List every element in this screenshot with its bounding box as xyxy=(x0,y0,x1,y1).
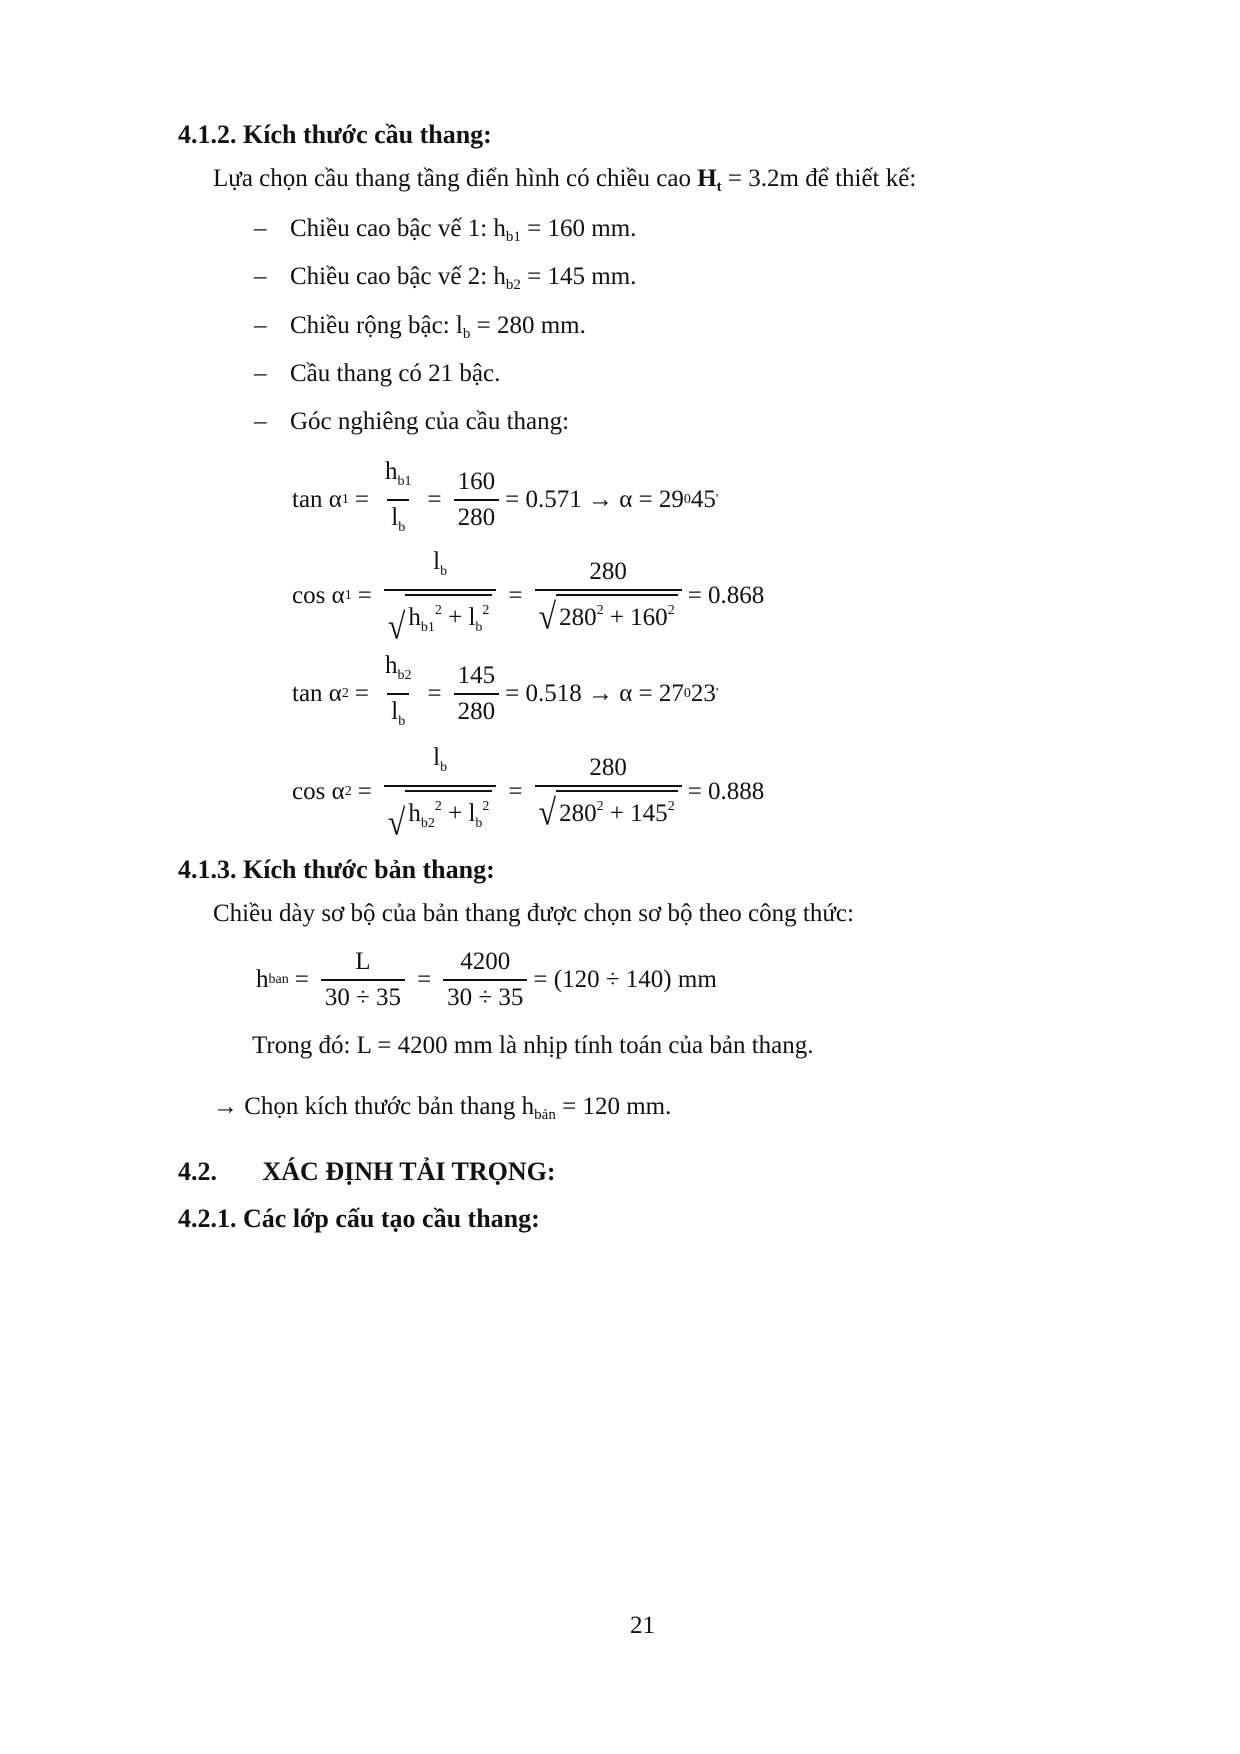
bullet-step-height-2: Chiều cao bậc vế 2: $h_{b2} = 145$ mm. xyxy=(290,263,637,293)
bullet-slope-angle: Góc nghiêng của cầu thang: xyxy=(290,408,570,435)
bullet-dash: – xyxy=(254,312,267,339)
formula-h-ban: h ban = $\frac{L}{30 \div 35}$ = $\frac{4200}{30 \div 35}$ = (120 ÷ 140) mm xyxy=(256,948,717,1011)
bullet-dash: – xyxy=(254,215,267,242)
formula-cos-alpha-1: cos α 1 = $l_b$ √ $h_{b1}^2 + l_b^2$ = 280 √ $280^2 + 160^2$ = 0.868 xyxy=(292,548,765,647)
span-definition: Trong đó: L = 4200 mm là nhịp tính toán của bản thang. xyxy=(252,1032,814,1059)
bullet-step-width: Chiều rộng bậc: $l_b = 280$ mm. xyxy=(290,312,586,342)
bullet-step-count: Cầu thang có 21 bậc. xyxy=(290,360,501,387)
formula-tan-alpha-1: tan α 1 = $\frac{h_{b1}}{l_b}$ = $\frac{160}{280}$ = 0.571 → α = 29 0 45 ' xyxy=(292,458,718,542)
bullet-dash: – xyxy=(254,263,267,290)
formula-cos-alpha-2: cos α 2 = $l_b$ √ $h_{b2}^2 + l_b^2$ = 280 √ $280^2 + 145^2$ = 0.888 xyxy=(292,744,765,843)
section-4-1-3-title: 4.1.3. Kích thước bản thang: xyxy=(178,855,495,884)
bullet-step-height-1: Chiều cao bậc vế 1: $h_{b1} = 160$ mm. xyxy=(290,215,637,245)
intro-paragraph: Lựa chọn cầu thang tầng điển hình có chiều cao $H_t = 3.2m$ để thiết kế: xyxy=(213,165,917,195)
section-4-1-2-title: 4.1.2. Kích thước cầu thang: xyxy=(178,120,492,149)
bullet-dash: – xyxy=(254,408,267,435)
bullet-dash: – xyxy=(254,360,267,387)
page-number: 21 xyxy=(630,1612,655,1639)
slab-thickness-paragraph: Chiều dày sơ bộ của bản thang được chọn sơ bộ theo công thức: xyxy=(213,900,854,927)
section-4-2-title: 4.2. XÁC ĐỊNH TẢI TRỌNG: xyxy=(178,1157,556,1186)
section-4-2-1-title: 4.2.1. Các lớp cấu tạo cầu thang: xyxy=(178,1204,540,1233)
formula-tan-alpha-2: tan α 2 = $\frac{h_{b2}}{l_b}$ = $\frac{145}{280}$ = 0.518 → α = 27 0 23 ' xyxy=(292,652,718,736)
chosen-slab-thickness: → Chọn kích thước bản thang $h_{bản} = 120$ mm. xyxy=(213,1093,672,1123)
